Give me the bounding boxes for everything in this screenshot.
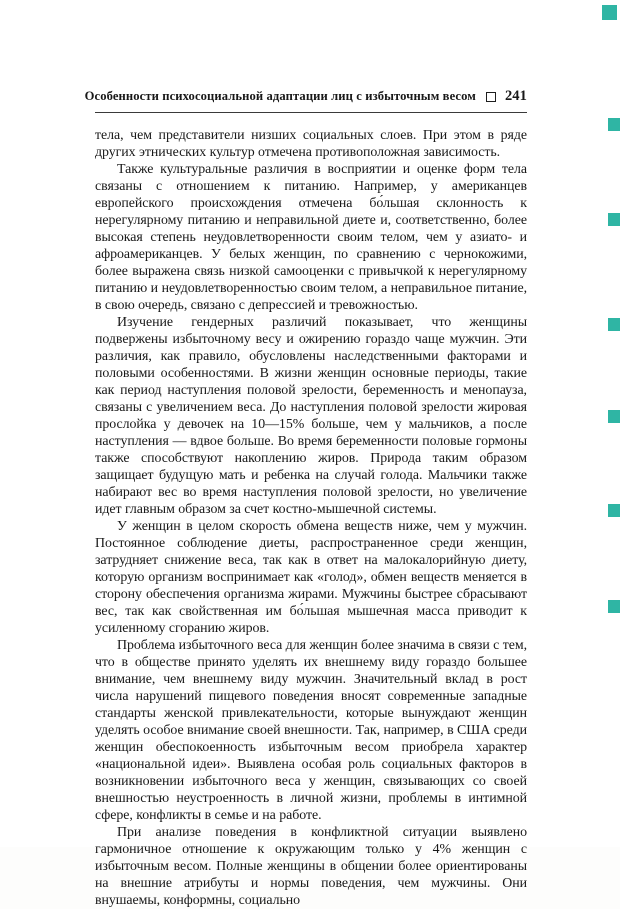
paragraph: Также культуральные различия в восприятии и оценке форм тела связаны с отношением к питанию. Например, у американцев европейского происхождения отмечена бо́льшая склонность к нерегулярному питанию и неправильной диете и, соответственно, более высокая степень неудовлетворенности своим телом, чем у азиато- и афроамериканцев. У белых женщин, по сравнению с чернокожими, более выражена связь низкой самооценки с привычкой к нерегулярному питанию и неудовлетворенностью своим телом, а неправильное питание, в свою очередь, связано с депрессией и тревожностью.	[95, 162, 527, 313]
running-header	[84, 88, 527, 105]
open-square-icon	[486, 92, 496, 102]
paragraph: Проблема избыточного веса для женщин более значима в связи с тем, что в обществе принято уделять их внешнему виду гораздо большее внимание, чем внешнему виду мужчин. Значительный вклад в рост числа нарушений пищевого поведения вносят современные западные стандарты женской привлекательности, которые вынуждают женщин уделять особое внимание своей внешности. Так, например, в США среди женщин обеспокоенность избыточным весом приобрела характер «национальной идеи». Выявлена особая роль социальных факторов в возникновении избыточного веса у женщин, связывающих со своей внешностью неустроенность в личной жизни, проблемы в интимной сфере, конфликты в семье и на работе.	[95, 638, 527, 823]
corner-marker	[602, 5, 617, 20]
paragraph: тела, чем представители низших социальных слоев. При этом в ряде других этнических культур отмечена противоположная зависимость.	[95, 128, 527, 160]
running-title: Особенности психосоциальной адаптации лиц с избыточным весом	[84, 89, 476, 103]
edge-marker	[608, 504, 620, 517]
page-number: 241	[504, 88, 527, 104]
edge-marker	[608, 410, 620, 423]
edge-marker	[608, 118, 620, 131]
page-content	[84, 88, 527, 909]
paragraph: Изучение гендерных различий показывает, что женщины подвержены избыточному весу и ожирению гораздо чаще мужчин. Эти различия, как правило, обусловлены наследственными факторами и половыми особенностями. В жизни женщин основные периоды, такие как период наступления половой зрелости, беременность и менопауза, связаны с увеличением веса. До наступления половой зрелости жировая прослойка у девочек на 10—15% больше, чем у мальчиков, а после наступления — вдвое больше. Во время беременности половые гормоны также способствуют накоплению жиров. Природа таким образом защищает будущую мать и ребенка на случай голода. Мальчики также набирают вес во время наступления половой зрелости, но увеличение идет главным образом за счет костно-мышечной системы.	[95, 315, 527, 517]
page-body	[95, 127, 527, 909]
edge-marker	[608, 213, 620, 226]
edge-marker	[608, 318, 620, 331]
paragraph: У женщин в целом скорость обмена веществ ниже, чем у мужчин. Постоянное соблюдение диеты, распространенное среди женщин, затрудняет снижение веса, так как в ответ на малокалорийную диету, которую организм воспринимает как «голод», обмен веществ меняется в сторону обеспечения организма жирами. Мужчины быстрее сбрасывают вес, так как свойственная им бо́льшая мышечная масса приводит к усиленному сгоранию жиров.	[95, 519, 527, 636]
edge-marker	[608, 600, 620, 613]
paragraph: При анализе поведения в конфликтной ситуации выявлено гармоничное отношение к окружающим только у 4% женщин с избыточным весом. Полные женщины в общении более ориентированы на внешние атрибуты и нормы поведения, чем мужчины. Они внушаемы, конформны, социально	[95, 825, 527, 908]
header-rule	[95, 112, 527, 113]
